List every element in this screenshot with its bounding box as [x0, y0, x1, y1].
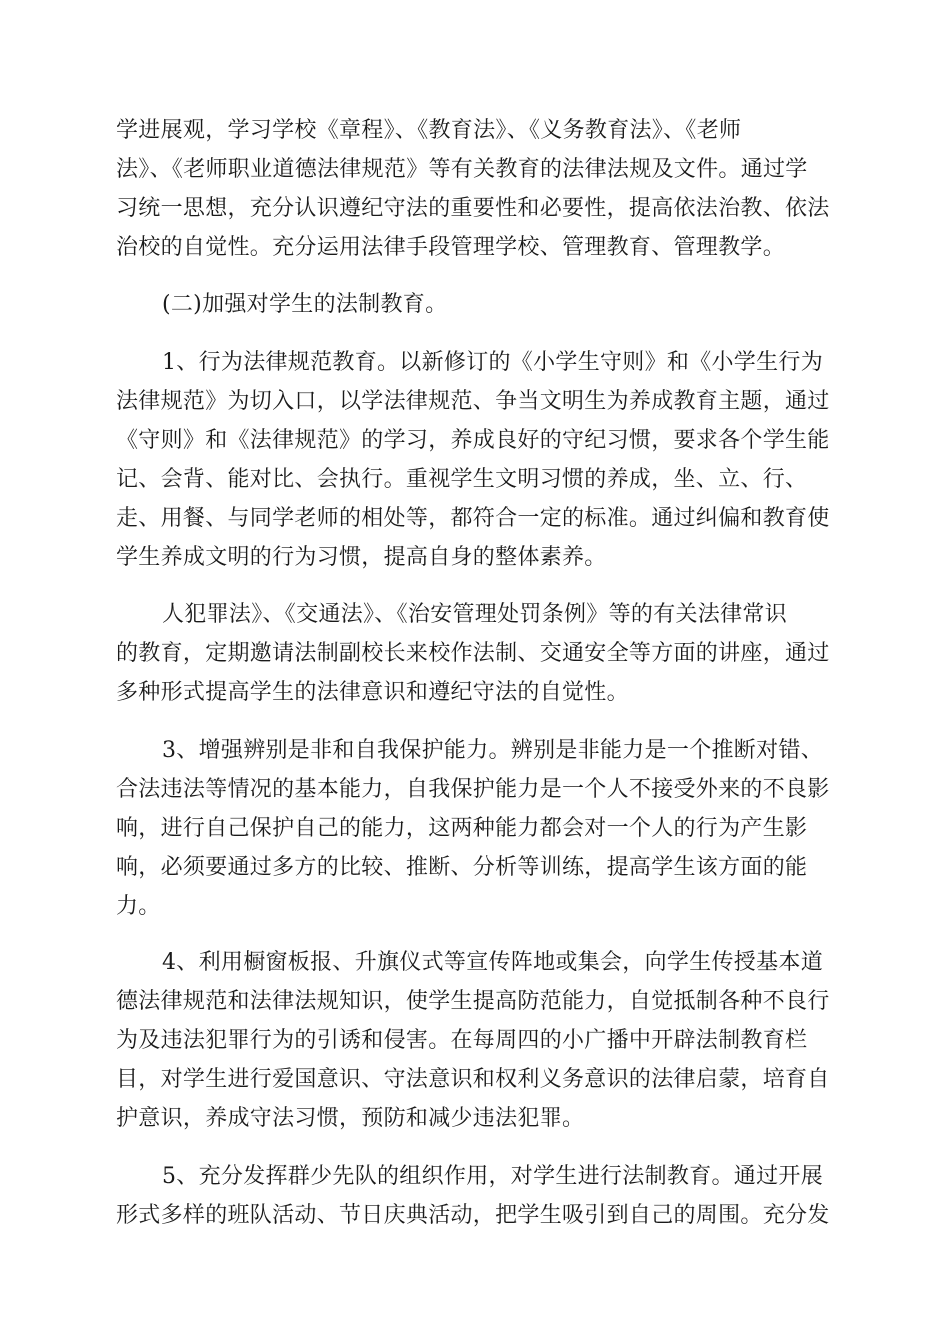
paragraph-line: 4、利用橱窗板报、升旗仪式等宣传阵地或集会，向学生传授基本道	[162, 950, 823, 975]
paragraph-line: 治校的自觉性。充分运用法律手段管理学校、管理教育、管理教学。	[116, 235, 786, 260]
paragraph-line: 德法律规范和法律法规知识，使学生提高防范能力，自觉抵制各种不良行	[116, 989, 830, 1014]
paragraph-line: 目，对学生进行爱国意识、守法意识和权利义务意识的法律启蒙，培育自	[116, 1067, 830, 1092]
paragraph-line: 响，必须要通过多方的比较、推断、分析等训练，提高学生该方面的能	[116, 855, 808, 880]
paragraph-line: 3、增强辨别是非和自我保护能力。辨别是非能力是一个推断对错、	[162, 738, 823, 763]
section-heading: (二)加强对学生的法制教育。	[162, 292, 448, 317]
paragraph-line: 的教育，定期邀请法制副校长来校作法制、交通安全等方面的讲座，通过	[116, 641, 830, 666]
paragraph-line: 记、会背、能对比、会执行。重视学生文明习惯的养成，坐、立、行、	[116, 467, 808, 492]
paragraph-line: 合法违法等情况的基本能力，自我保护能力是一个人不接受外来的不良影	[116, 777, 830, 802]
paragraph-line: 法》、《老师职业道德法律规范》等有关教育的法律法规及文件。通过学	[116, 157, 808, 182]
paragraph-line: 护意识，养成守法习惯，预防和减少违法犯罪。	[116, 1106, 585, 1131]
paragraph-line: 法律规范》为切入口，以学法律规范、争当文明生为养成教育主题，通过	[116, 389, 830, 414]
paragraph-line: 响，进行自己保护自己的能力，这两种能力都会对一个人的行为产生影	[116, 816, 808, 841]
paragraph-line: 多种形式提高学生的法律意识和遵纪守法的自觉性。	[116, 680, 629, 705]
paragraph-line: 走、用餐、与同学老师的相处等，都符合一定的标准。通过纠偏和教育使	[116, 506, 830, 531]
paragraph-line: 学进展观，学习学校《章程》、《教育法》、《义务教育法》、《老师	[116, 118, 742, 143]
paragraph-line: 《守则》和《法律规范》的学习，养成良好的守纪习惯，要求各个学生能	[116, 428, 830, 453]
paragraph-line: 力。	[116, 894, 161, 919]
paragraph-line: 5、充分发挥群少先队的组织作用，对学生进行法制教育。通过开展	[162, 1164, 823, 1189]
paragraph-line: 形式多样的班队活动、节日庆典活动，把学生吸引到自己的周围。充分发	[116, 1203, 830, 1228]
paragraph-line: 人犯罪法》、《交通法》、《治安管理处罚条例》等的有关法律常识	[162, 602, 788, 627]
paragraph-line: 学生养成文明的行为习惯，提高自身的整体素养。	[116, 545, 607, 570]
paragraph-line: 1、行为法律规范教育。以新修订的《小学生守则》和《小学生行为	[162, 350, 823, 375]
paragraph-line: 习统一思想，充分认识遵纪守法的重要性和必要性，提高依法治教、依法	[116, 196, 830, 221]
paragraph-line: 为及违法犯罪行为的引诱和侵害。在每周四的小广播中开辟法制教育栏	[116, 1028, 808, 1053]
